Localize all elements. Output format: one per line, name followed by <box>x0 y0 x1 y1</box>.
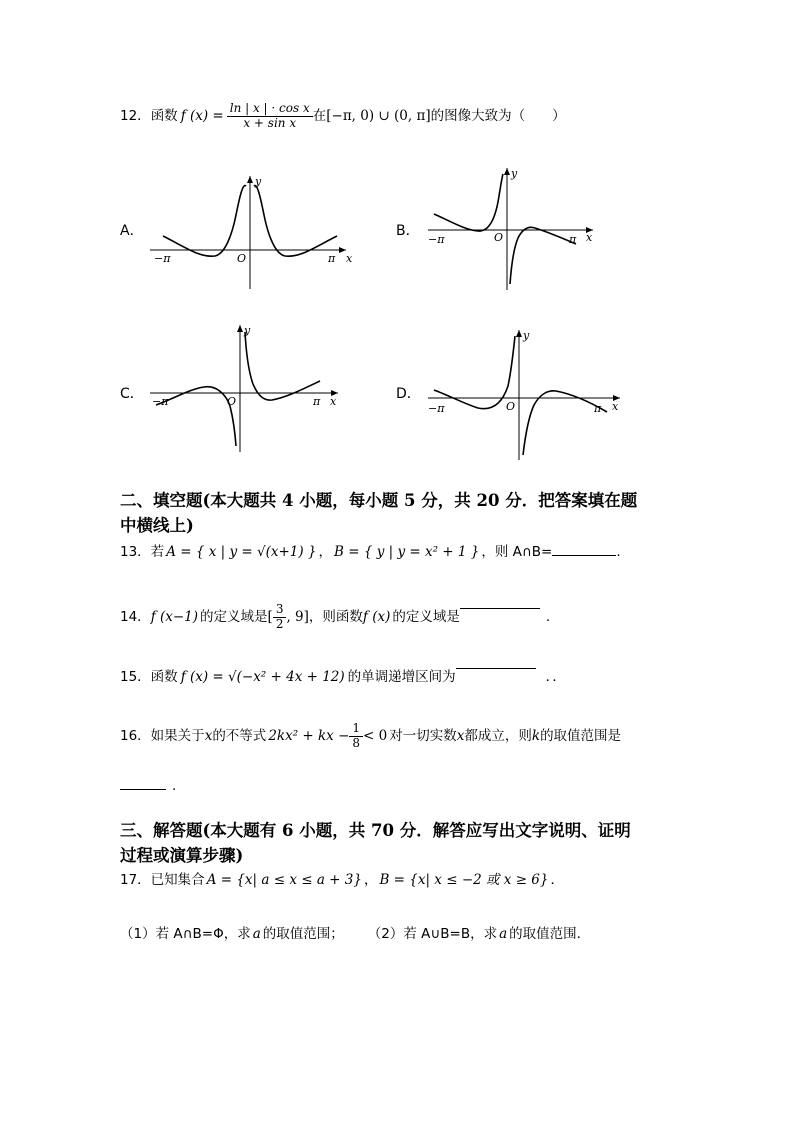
q16-var-k: k <box>531 728 541 744</box>
q15-answer-blank[interactable] <box>456 668 536 669</box>
graph-d-neg-pi: −π <box>428 402 445 415</box>
q17-part1-var: a <box>252 926 261 942</box>
graph-c-neg-pi: −π <box>152 395 169 408</box>
graph-a-curve-right <box>254 186 337 257</box>
q16-var-x2: x <box>456 728 465 744</box>
q15-number: 15．函数 <box>120 669 178 685</box>
q13-suffix: ，则 A∩B= <box>481 544 553 560</box>
question-12 <box>120 96 566 136</box>
q12-number: 12． <box>120 108 151 124</box>
q16-mid3: 都成立，则 <box>464 728 532 744</box>
q14-fraction <box>273 603 287 632</box>
graph-c-curve-right <box>245 332 320 400</box>
graph-c-x-label: x <box>330 395 337 408</box>
graph-b-y-label: y <box>511 167 518 180</box>
section-2-heading <box>120 488 637 538</box>
q13-set-a: A = { x | y = √(x+1) } <box>166 544 317 560</box>
graph-d-origin: O <box>506 400 516 413</box>
question-13: 13．若 A = { x | y = √(x+1) } ， B = { y | y = x² + 1 } ，则 A∩B= . <box>120 544 621 560</box>
graph-a <box>150 175 353 289</box>
q17-part1-suffix: 的取值范围； <box>262 926 344 942</box>
graph-a-y-label: y <box>255 175 262 188</box>
q17-part2-suffix: 的取值范围. <box>509 926 581 942</box>
q16-mid1: 的不等式 <box>212 728 267 744</box>
q14-expr2: f (x) <box>362 609 391 625</box>
q16-frac-den: 8 <box>352 735 361 750</box>
graph-d-pi: π <box>594 402 602 415</box>
q14-mid1: 的定义域是 <box>200 609 268 625</box>
option-a-label: A． <box>120 223 144 239</box>
graph-b-pi: π <box>569 233 577 246</box>
q12-prefix: 函数 <box>150 108 178 124</box>
option-graphs <box>0 160 794 640</box>
q14-expr: f (x−1) <box>150 609 199 625</box>
q16-var-x: x <box>204 728 213 744</box>
q13-answer-blank[interactable] <box>552 555 616 556</box>
question-17 <box>120 868 564 892</box>
q14-interval-open: [ <box>267 609 273 625</box>
graph-b-x-label: x <box>586 231 593 244</box>
q14-frac-den: 2 <box>275 616 284 631</box>
q14-answer-blank[interactable] <box>460 608 540 609</box>
q16-mid2: 对一切实数 <box>389 728 457 744</box>
q13-set-b: B = { y | y = x² + 1 } <box>334 544 480 560</box>
q16-answer-blank[interactable] <box>120 789 166 790</box>
graph-c-pi: π <box>313 395 321 408</box>
q14-mid2: ，则函数 <box>308 609 363 625</box>
q14-interval-close: , 9] <box>286 609 309 625</box>
option-c-label: C． <box>120 386 144 402</box>
q16-answer-line: . <box>120 776 176 796</box>
q17-set-b: B = {x| x ≤ −2 或 x ≥ 6} <box>379 872 549 888</box>
q16-number: 16．如果关于 <box>120 728 205 744</box>
q17-part2-prefix: （2）若 A∪B=B，求 <box>367 926 498 942</box>
q12-fraction <box>227 102 313 131</box>
q16-suffix: 的取值范围是 <box>540 728 622 744</box>
q15-expr: f (x) = √(−x² + 4x + 12) <box>180 669 345 685</box>
q12-fx: f (x) = <box>180 108 224 124</box>
section-3-heading <box>120 818 631 868</box>
graph-a-pi: π <box>328 252 336 265</box>
q12-domain: [−π, 0) ∪ (0, π] <box>326 108 431 124</box>
q12-domain-text: 在 <box>312 108 327 124</box>
graph-c-origin: O <box>227 395 237 408</box>
graph-d <box>428 329 620 460</box>
q16-frac-num: 1 <box>349 722 363 737</box>
question-16 <box>120 716 621 756</box>
section-3-title: 三、解答题(本大题有 6 小题，共 70 分．解答应写出文字说明、证明 <box>120 821 631 840</box>
q13-sep: ， <box>318 544 333 560</box>
section-2-title: 二、填空题(本大题共 4 小题，每小题 5 分，共 20 分．把答案填在题 <box>120 491 638 510</box>
graph-b-curve-right <box>510 227 576 284</box>
q16-ineq-right: < 0 <box>363 728 388 744</box>
q14-suffix: 的定义域是 <box>392 609 460 625</box>
q17-end: ． <box>550 872 564 888</box>
q17-parts <box>120 922 581 946</box>
q12-denominator: x + sin x <box>243 115 297 130</box>
q17-part1-prefix: （1）若 A∩B=Φ，求 <box>120 926 251 942</box>
q16-fraction <box>349 722 363 751</box>
question-15: 15．函数 f (x) = √(−x² + 4x + 12) 的单调递增区间为 ．． <box>120 669 566 685</box>
option-d-label: D． <box>396 386 421 402</box>
q13-number: 13．若 <box>120 544 165 560</box>
graph-b-origin: O <box>494 231 504 244</box>
q15-suffix: 的单调递增区间为 <box>347 669 456 685</box>
graph-c-y-label: y <box>244 324 251 337</box>
q16-ineq-left: 2kx² + kx − <box>268 728 350 744</box>
graph-b-curve-left <box>434 174 503 231</box>
question-14: 14．f (x−1) 的定义域是[ $\frac{3}{2}$ , 9]，则函数f (x) 的定义域是 . <box>120 601 551 631</box>
graph-a-curve-left <box>163 186 246 257</box>
section-3-title-cont: 过程或演算步骤) <box>120 846 244 865</box>
q17-part2-var: a <box>499 926 508 942</box>
q17-number: 17．已知集合 <box>120 872 205 888</box>
graph-d-y-label: y <box>523 329 530 342</box>
q17-sep: ， <box>363 872 378 888</box>
q17-set-a: A = {x| a ≤ x ≤ a + 3} <box>206 872 362 888</box>
graph-a-x-label: x <box>346 252 353 265</box>
graph-b-neg-pi: −π <box>428 233 445 246</box>
section-2-title-cont: 中横线上) <box>120 516 194 535</box>
graph-a-neg-pi: −π <box>154 252 171 265</box>
q14-number: 14． <box>120 609 151 625</box>
graph-a-origin: O <box>237 252 247 265</box>
q14-frac-num: 3 <box>273 603 287 618</box>
graph-d-x-label: x <box>612 400 619 413</box>
q12-numerator: ln | x | · cos x <box>227 102 313 117</box>
graph-d-curve-right <box>523 391 607 455</box>
option-b-label: B． <box>396 223 420 239</box>
graph-b <box>428 167 593 290</box>
q12-suffix: 的图像大致为（ ） <box>430 108 566 124</box>
graph-c <box>150 324 338 452</box>
